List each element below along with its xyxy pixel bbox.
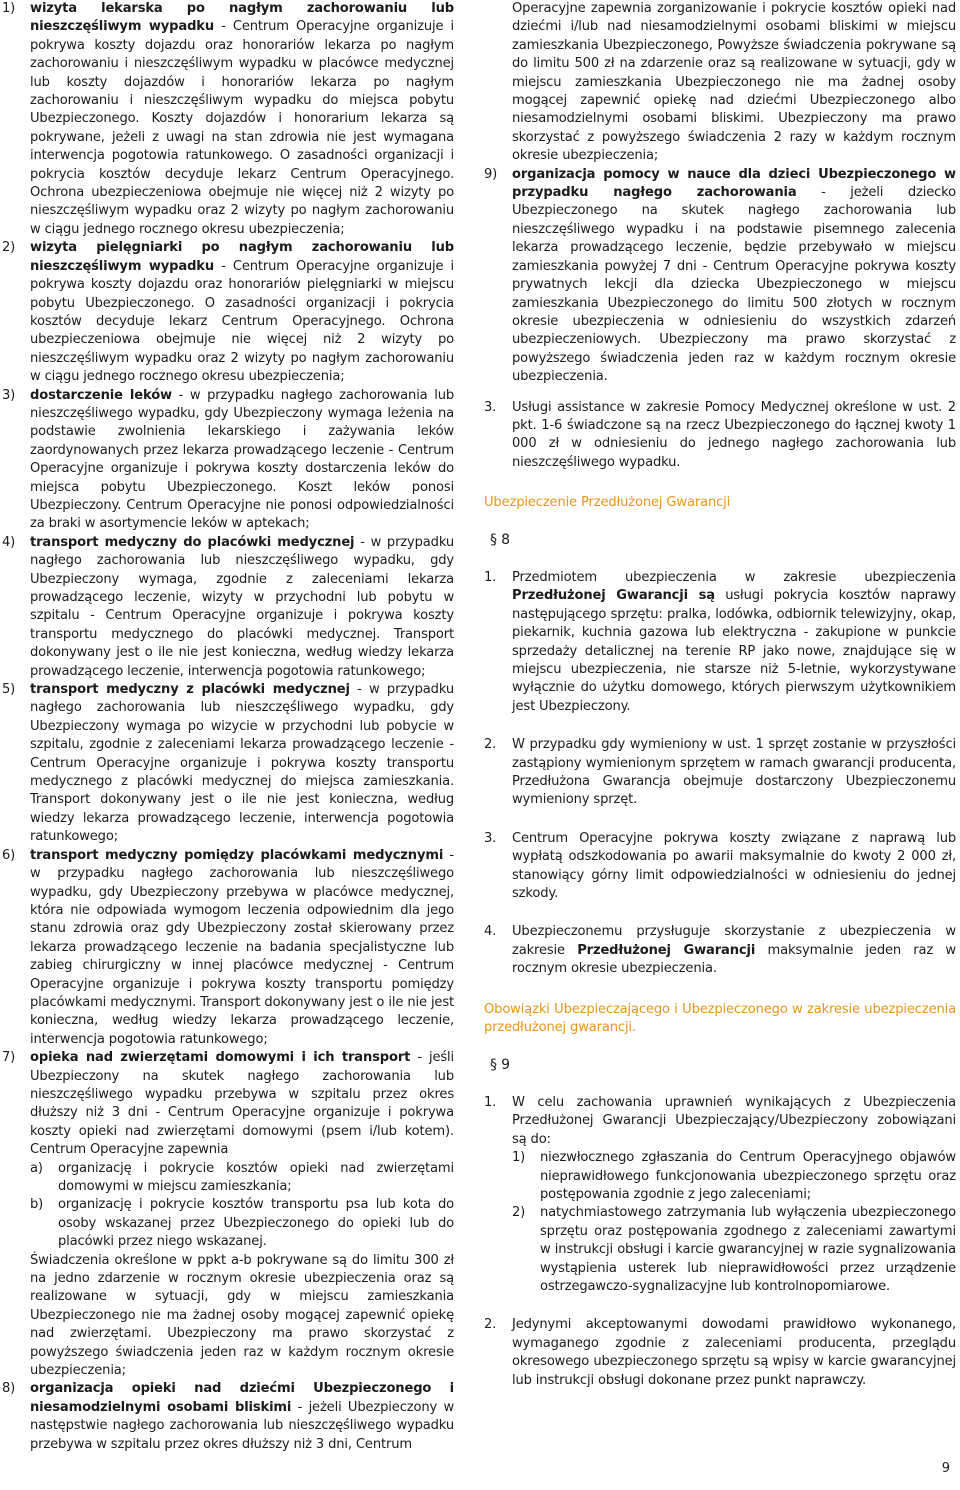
sub-item-number: 1) — [512, 1150, 526, 1166]
paragraph-text: Ubezpieczonemu przysługuje skorzystanie z ubezpieczenia w zakresie — [512, 924, 956, 958]
paragraph-number: 2. — [484, 1317, 497, 1333]
section-number: § 8 — [490, 531, 510, 548]
item-number: 3) — [2, 387, 16, 403]
item-number: 8) — [2, 1381, 16, 1397]
list-item — [2, 1049, 454, 1380]
left-column — [2, 0, 454, 1454]
item-title: organizacja opieki nad dziećmi Ubezpieczonego i niesamodzielnymi osobami bliskimi — [30, 1381, 454, 1415]
item-number: 4) — [2, 534, 16, 550]
section-number: § 9 — [490, 1056, 510, 1073]
paragraph — [484, 736, 956, 810]
item-title: dostarczenie leków — [30, 387, 172, 403]
paragraph-text: Centrum Operacyjne pokrywa koszty związane z naprawą lub wypłatą odszkodowania po awarii maksymalnie do kwoty 2 000 zł, stanowiący górny limit odpowiedzialności w odniesieniu do jednej szkody. — [512, 830, 956, 902]
list-item-continuation — [484, 0, 956, 166]
paragraph — [484, 399, 956, 473]
item-number: 6) — [2, 847, 16, 863]
paragraph-number: 4. — [484, 924, 497, 940]
item-number: 9) — [484, 166, 498, 182]
right-column — [484, 0, 956, 1390]
paragraph-text: W przypadku gdy wymieniony w ust. 1 sprzęt zostanie w przyszłości zastąpiony wymienionym sprzętem w ramach gwarancji producenta, Przedłużona Gwarancja obejmuje dostarczony Ubezpieczonemu wymieniony sprzęt. — [512, 737, 956, 808]
paragraph-bold-text: Przedłużonej Gwarancji są — [512, 588, 715, 604]
item-text: - w przypadku nagłego zachorowania lub nieszczęśliwego wypadku, gdy Ubezpieczony wymaga leżenia na podstawie zwolnienia lekarskiego i zażywania leków zaordynowanych przez lekarza prowadzącego leczenie - Centrum Operacyjne organizuje i pokrywa koszty dostarczenia leków do miejsca pobytu Ubezpieczonego. Koszt leków ponosi Ubezpieczony. Centrum Operacyjne nie ponosi odpowiedzialności za braki w asortymencie leków w aptekach; — [30, 387, 454, 532]
item-text: - jeżeli Ubezpieczony w następstwie nagłego zachorowania lub nieszczęśliwego wypadku przebywa w szpitalu przez okres dłuższy niż 3 dni, Centrum — [30, 1399, 455, 1452]
paragraph-text: Usługi assistance w zakresie Pomocy Medycznej określone w ust. 2 pkt. 1-6 świadczone są na rzecz Ubezpieczonego do łącznej kwoty 1 000 zł w odniesieniu do jednego nagłego zachorowania lub nieszczęśliwego wypadku. — [512, 399, 956, 470]
sub-item-letter: a) — [30, 1160, 43, 1176]
paragraph-text: W celu zachowania uprawnień wynikających z Ubezpieczenia Przedłużonej Gwarancji Ubezpieczający/Ubezpieczony zobowiązani są do: — [512, 1094, 956, 1147]
paragraph-number: 1. — [484, 1094, 497, 1110]
paragraph — [484, 569, 956, 716]
list-item — [484, 166, 956, 387]
list-item — [2, 239, 454, 386]
item-title: opieka nad zwierzętami domowymi i ich transport — [30, 1050, 411, 1066]
sub-item — [30, 1160, 454, 1197]
section-title: Ubezpieczenie Przedłużonej Gwarancji — [484, 495, 731, 511]
list-item — [2, 681, 454, 847]
page-number: 9 — [941, 1461, 950, 1476]
sub-item — [30, 1196, 454, 1251]
paragraph — [484, 830, 956, 904]
list-item — [2, 0, 454, 239]
paragraph-number: 2. — [484, 737, 497, 753]
item-number: 5) — [2, 682, 16, 698]
item-text: - w przypadku nagłego zachorowania lub nieszczęśliwego wypadku, gdy Ubezpieczony wymaga po wizycie w przychodni lub pobycie w szpitalu, zgodnie z zaleceniami lekarza prowadzącego leczenie - Centrum Operacyjne organizuje i pokrywa koszty transportu medycznego z placówki medycznej do miejsca zamieszkania. Transport dokonywany jest o ile nie jest konieczna, według wiedzy lekarza prowadzącego leczenie, interwencja pogotowia ratunkowego; — [30, 682, 454, 845]
item-text: - w przypadku nagłego zachorowania lub nieszczęśliwego wypadku, gdy Ubezpieczony wymaga, zgodnie z zaleceniami lekarza prowadzącego leczenie, wizyty w przychodni lub pobytu w szpitalu - Centrum Operacyjne organizuje i pokrywa koszty transportu medycznego do placówki medycznej. Transport dokonywany jest o ile nie jest konieczna, według wiedzy lekarza prowadzącego leczenie, interwencja pogotowia ratunkowego; — [30, 534, 455, 679]
paragraph — [484, 1316, 956, 1390]
item-text: - Centrum Operacyjne organizuje i pokrywa koszty dojazdu oraz honorariów pielęgniarki w miejscu pobytu Ubezpieczonego. O zasadności organizacji i pokrycia kosztów decyduje lekarz Centrum Operacyjnego. Ochrona ubezpieczeniowa obejmuje nie więcej niż 2 wizyty po nieszczęśliwym wypadku oraz 2 wizyty po nagłym zachorowaniu w ciągu jednego rocznego okresu ubezpieczenia; — [30, 258, 455, 385]
sub-item — [512, 1149, 956, 1204]
item-note: Świadczenia określone w ppkt a-b pokrywane są do limitu 300 zł na jedno zdarzenie w rocznym okresie ubezpieczenia oraz są realizowane w sytuacji, gdy w miejscu zamieszkania Ubezpieczonego nie ma żadnej osoby mogącej zapewnić opiekę nad zwierzętami. Ubezpieczony ma prawo skorzystać z powyższego świadczenia jeden raz w każdym rocznym okresie ubezpieczenia; — [30, 1252, 454, 1379]
item-title: wizyta lekarska po nagłym zachorowaniu lub nieszczęśliwym wypadku — [30, 1, 454, 35]
section-title: Obowiązki Ubezpieczającego i Ubezpieczonego w zakresie ubezpieczenia przedłużonej gwarancji. — [484, 1001, 956, 1036]
sub-item-number: 2) — [512, 1205, 526, 1221]
list-item — [2, 534, 454, 681]
list-item — [2, 1380, 454, 1454]
item-title: transport medyczny do placówki medycznej — [30, 534, 355, 550]
paragraph-text: maksymalnie jeden raz w rocznym okresie ubezpieczenia. — [512, 942, 956, 977]
sub-item-letter: b) — [30, 1197, 44, 1213]
sub-item — [512, 1204, 956, 1296]
sub-item-text: organizację i pokrycie kosztów transportu psa lub kota do osoby wskazanej przez Ubezpieczonego do opieki lub do placówki przez niego wskazanej. — [58, 1197, 454, 1250]
paragraph — [484, 1094, 956, 1296]
item-text: - jeśli Ubezpieczony na skutek nagłego zachorowania lub nieszczęśliwego wypadku przebywa w szpitalu przez okres dłuższy niż 3 dni - Centrum Operacyjne organizuje i pokrywa koszty opieki nad zwierzętami domowymi (psem i/lub kotem). Centrum Operacyjne zapewnia — [30, 1050, 455, 1158]
paragraph — [484, 923, 956, 978]
paragraph-number: 1. — [484, 569, 497, 585]
item-number: 7) — [2, 1050, 16, 1066]
item-text: - w przypadku nagłego zachorowania lub nieszczęśliwego wypadku, gdy Ubezpieczony przebywa w placówce medycznej, która nie odpowiada wymogom leczenia odpowiednim dla jego stanu zdrowia oraz gdy Ubezpieczony został skierowany przez lekarza prowadzącego leczenie na badania specjalistyczne lub zabieg chirurgiczny w innej placówce medycznej - Centrum Operacyjne organizuje i pokrywa koszty transportu pomiędzy placówkami medycznymi. Transport dokonywany jest o ile nie jest konieczna, według wiedzy lekarza prowadzącego leczenie, interwencja pogotowia ratunkowego; — [30, 847, 454, 1047]
sub-item-text: niezwłocznego zgłaszania do Centrum Operacyjnego objawów nieprawidłowego funkcjonowania ubezpieczonego sprzętu oraz postępowania zgodnie z jego zaleceniami; — [540, 1150, 956, 1202]
paragraph-bold-text: Przedłużonej Gwarancji — [577, 942, 756, 958]
sub-item-text: organizację i pokrycie kosztów opieki nad zwierzętami domowymi w miejscu zamieszkania; — [58, 1160, 454, 1194]
item-text: - Centrum Operacyjne organizuje i pokrywa koszty dojazdu oraz honorariów lekarza po nagłym zachorowaniu i nieszczęśliwym wypadku w placówce medycznej lub koszty dojazdów i honorariów lekarza po nagłym zachorowaniu i nieszczęśliwym wypadku do miejsca pobytu Ubezpieczonego. Koszty dojazdów i honorarium lekarza są pokrywane, jeżeli z uwagi na stan zdrowia nie jest wymagana interwencja pogotowia ratunkowego. O zasadności organizacji i pokrycia kosztów decyduje lekarz Centrum Operacyjnego. Ochrona ubezpieczeniowa obejmuje nie więcej niż 2 wizyty po nieszczęśliwym wypadku oraz 2 wizyty po nagłym zachorowaniu w ciągu jednego rocznego okresu ubezpieczenia; — [30, 19, 455, 237]
list-item — [2, 847, 454, 1049]
list-item — [2, 387, 454, 534]
paragraph-text: Przedmiotem ubezpieczenia w zakresie ubezpieczenia — [512, 569, 956, 585]
item-number: 2) — [2, 240, 16, 256]
paragraph-text: Jedynymi akceptowanymi dowodami prawidłowo wykonanego, wymaganego zgodnie z zaleceniami producenta, przeglądu okresowego ubezpieczonego sprzętu są wpisy w karcie gwarancyjnej lub instrukcji obsługi dokonane przez punkt naprawczy. — [512, 1317, 956, 1388]
paragraph-number: 3. — [484, 399, 497, 415]
paragraph-text: usługi pokrycia kosztów naprawy następującego sprzętu: pralka, lodówka, odbiornik telewizyjny, okap, piekarnik, kuchnia gazowa lub elektryczna - zakupione w punkcie sprzedaży detalicznej na terenie RP jako nowe, znajdujące się w miejscu ubezpieczenia, nie starsze niż 5-letnie, wykorzystywane wyłącznie do użytku domowego, których pierwszym użytkownikiem jest Ubezpieczony. — [512, 588, 956, 714]
paragraph-number: 3. — [484, 830, 497, 846]
item-title: transport medyczny pomiędzy placówkami medycznymi — [30, 847, 444, 863]
item-text: Operacyjne zapewnia zorganizowanie i pokrycie kosztów opieki nad dziećmi i/lub nad niesamodzielnymi osobami bliskimi w miejscu zamieszkania Ubezpieczonego, Powyższe świadczenia pokrywane są do limitu 500 zł na zdarzenie oraz są realizowane w sytuacji, gdy w miejscu zamieszkania Ubezpieczonego nie ma żadnej osoby mogącej zapewnić opiekę nad dziećmi Ubezpieczonego albo niesamodzielnymi osobami bliskimi. Ubezpieczony ma prawo skorzystać z powyższego świadczenia 2 razy w każdym rocznym okresie ubezpieczenia; — [512, 1, 956, 164]
item-title: organizacja pomocy w nauce dla dzieci Ubezpieczonego w przypadku nagłego zachorowania — [512, 166, 956, 201]
sub-item-text: natychmiastowego zatrzymania lub wyłączenia ubezpieczonego sprzętu oraz postępowania zgodnego z zaleceniami zawartymi w instrukcji obsługi i karcie gwarancyjnej w razie sygnalizowania wystąpienia usterek lub nieprawidłowości przez urządzenie ostrzegawczo-sygnalizacyjne lub kontrolnopomiarowe. — [540, 1205, 956, 1294]
item-number: 1) — [2, 1, 16, 16]
item-title: wizyta pielęgniarki po nagłym zachorowaniu lub nieszczęśliwym wypadku — [30, 240, 454, 274]
item-title: transport medyczny z placówki medycznej — [30, 682, 350, 698]
item-text: - jeżeli dziecko Ubezpieczonego na skutek nagłego zachorowania lub nieszczęśliwego wypadku i na podstawie pisemnego zalecenia lekarza prowadzącego leczenie, będzie przebywało w miejscu zamieszkania powyżej 7 dni - Centrum Operacyjne pokrywa koszty prywatnych lekcji dla dziecka Ubezpieczonego w miejscu zamieszkania Ubezpieczonego do limitu 500 złotych w rocznym okresie ubezpieczenia w odniesieniu do wszystkich zdarzeń ubezpieczeniowych. Ubezpieczony ma prawo skorzystać z powyższego świadczenia jeden raz w każdym rocznym okresie ubezpieczenia. — [512, 185, 956, 385]
